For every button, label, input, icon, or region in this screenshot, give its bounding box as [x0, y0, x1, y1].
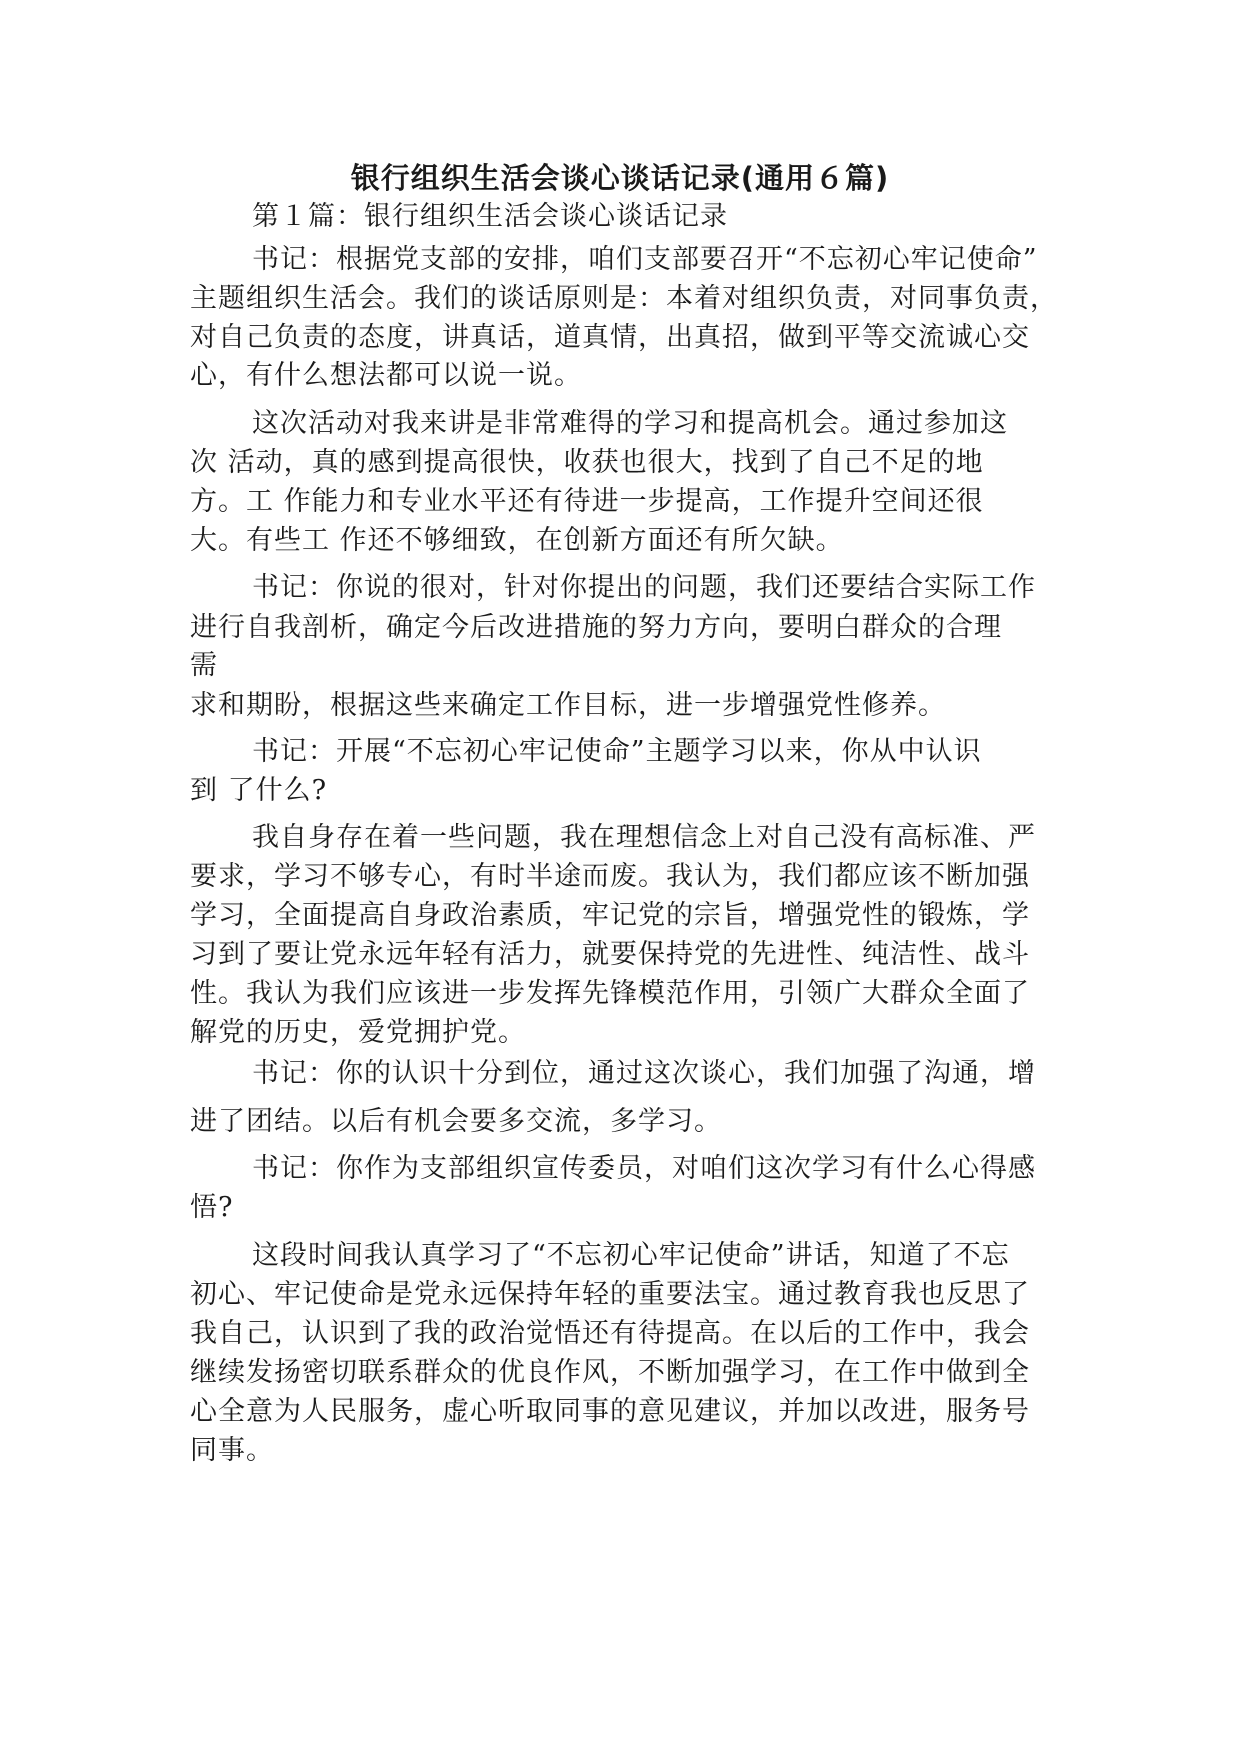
- text-line: 对自己负责的态度，讲真话，道真情，出真招，做到平等交流诚心交: [190, 322, 1030, 353]
- text-line: 要求，学习不够专心，有时半途而废。我认为，我们都应该不断加强: [190, 861, 1030, 892]
- text-line: 我自身存在着一些问题，我在理想信念上对自己没有高标准、严: [252, 822, 1036, 853]
- text-line: 解党的历史，爱党拥护党。: [190, 1017, 526, 1048]
- document-title: 银行组织生活会谈心谈话记录(通用６篇): [350, 161, 890, 195]
- text-line: 主题组织生活会。我们的谈话原则是：本着对组织负责，对同事负责，: [190, 283, 1058, 314]
- text-line: 大。有些工 作还不够细致，在创新方面还有所欠缺。: [190, 525, 844, 556]
- text-line: 书记：你作为支部组织宣传委员，对咱们这次学习有什么心得感: [252, 1153, 1036, 1184]
- text-line: 书记：你的认识十分到位，通过这次谈心，我们加强了沟通，增: [252, 1058, 1036, 1089]
- text-line: 到 了什么?: [190, 775, 328, 806]
- text-line: 我自己，认识到了我的政治觉悟还有待提高。在以后的工作中，我会: [190, 1318, 1030, 1349]
- text-line: 求和期盼，根据这些来确定工作目标，进一步增强党性修养。: [190, 690, 946, 721]
- text-line: 书记：开展“不忘初心牢记使命”主题学习以来，你从中认识: [252, 736, 982, 767]
- text-line: 同事。: [190, 1435, 274, 1466]
- text-line: 书记：你说的很对，针对你提出的问题，我们还要结合实际工作: [252, 572, 1036, 603]
- text-line: 这次活动对我来讲是非常难得的学习和提高机会。通过参加这: [252, 408, 1008, 439]
- text-line: 进行自我剖析，确定今后改进措施的努力方向，要明白群众的合理: [190, 612, 1002, 643]
- text-line: 方。工 作能力和专业水平还有待进一步提高，工作提升空间还很: [190, 486, 984, 517]
- text-line: 需: [190, 650, 218, 681]
- text-line: 进了团结。以后有机会要多交流，多学习。: [190, 1106, 722, 1137]
- text-line: 性。我认为我们应该进一步发挥先锋模范作用，引领广大群众全面了: [190, 978, 1030, 1009]
- document-subtitle: 第１篇：银行组织生活会谈心谈话记录: [252, 201, 728, 232]
- text-line: 书记：根据党支部的安排，咱们支部要召开“不忘初心牢记使命”: [252, 244, 1038, 275]
- text-line: 次 活动，真的感到提高很快，收获也很大，找到了自己不足的地: [190, 447, 984, 478]
- text-line: 初心、牢记使命是党永远保持年轻的重要法宝。通过教育我也反思了: [190, 1279, 1030, 1310]
- text-line: 悟?: [190, 1192, 234, 1223]
- text-line: 继续发扬密切联系群众的优良作风，不断加强学习，在工作中做到全: [190, 1357, 1030, 1388]
- text-line: 学习，全面提高自身政治素质，牢记党的宗旨，增强党性的锻炼，学: [190, 900, 1030, 931]
- text-line: 心全意为人民服务，虚心听取同事的意见建议，并加以改进，服务号: [190, 1396, 1030, 1427]
- text-line: 习到了要让党永远年轻有活力，就要保持党的先进性、纯洁性、战斗: [190, 939, 1030, 970]
- text-line: 心，有什么想法都可以说一说。: [190, 360, 582, 391]
- text-line: 这段时间我认真学习了“不忘初心牢记使命”讲话，知道了不忘: [252, 1240, 1010, 1271]
